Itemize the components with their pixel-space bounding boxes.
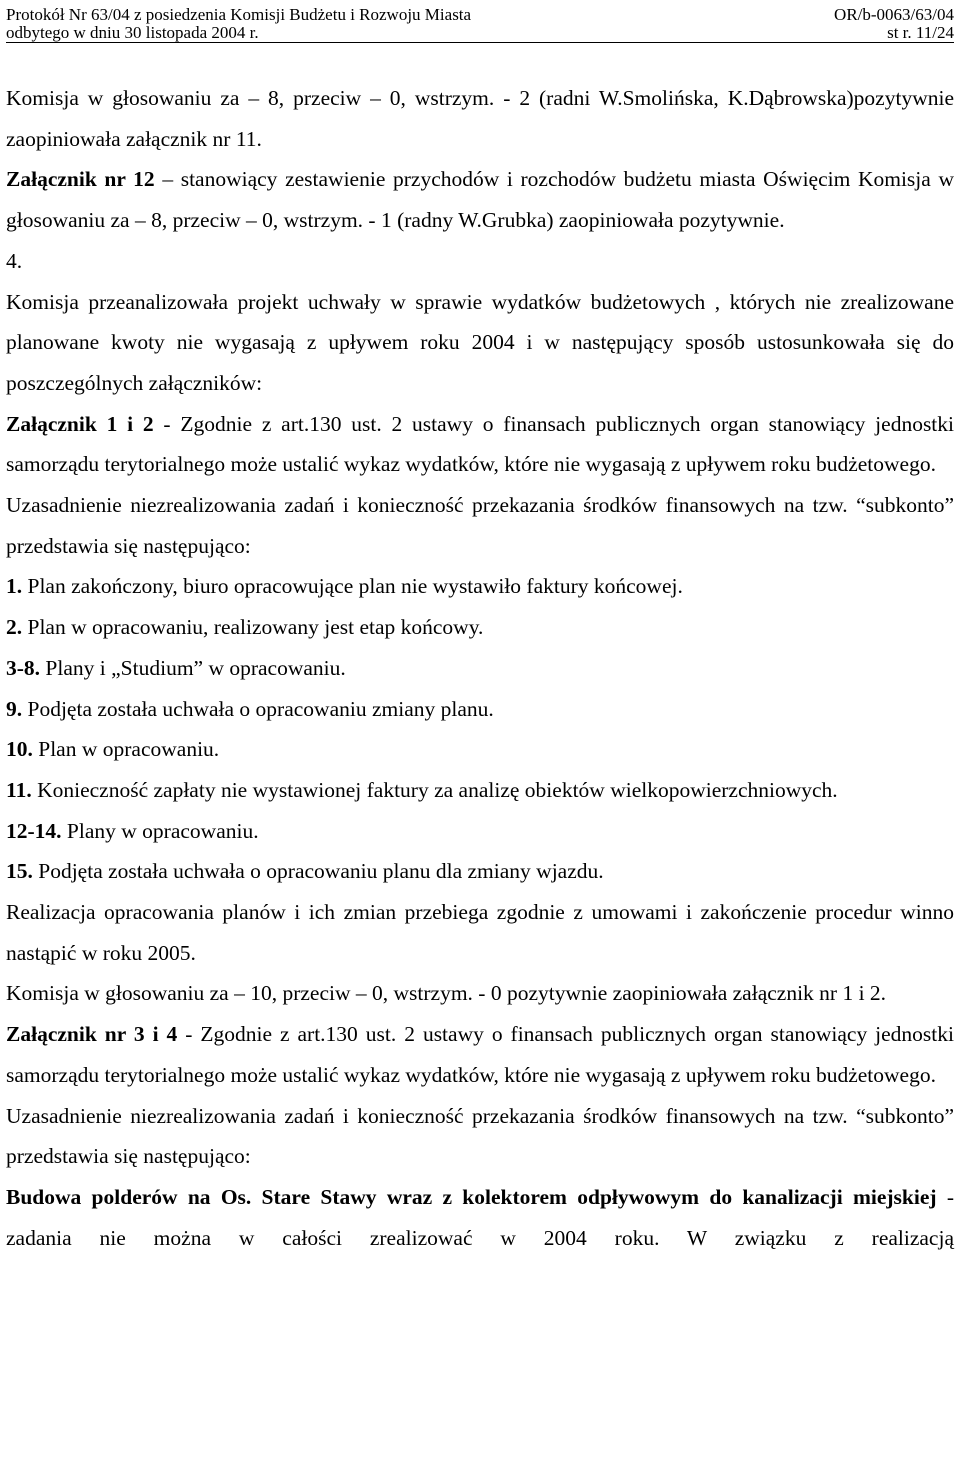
polder-construction-heading: Budowa polderów na Os. Stare Stawy wraz z kolektorem odpływowym do kanalizacji miejskiej [6,1184,937,1209]
section-number: 4. [6,248,23,273]
attachment-1-2-heading: Załącznik 1 i 2 [6,411,154,436]
page-header [6,6,954,43]
list-item-text: Podjęta została uchwała o opracowaniu zmiany planu. [22,696,494,721]
attachment-12-text: – stanowiący zestawienie przychodów i rozchodów budżetu miasta Oświęcim Komisja w głosowaniu za – 8, przeciw – 0, wstrzym. - 1 (radny W.Grubka) zaopiniowała pozytywnie. [6,167,954,233]
list-item-number: 3-8. [6,655,41,680]
polder-construction-text: - zadania nie można w całości zrealizować w 2004 roku. W związku z realizacją [6,1184,954,1250]
paragraph-justification-2: Uzasadnienie niezrealizowania zadań i konieczność przekazania środków finansowych na tzw. “subkonto” przedstawia się następująco: [6,1103,954,1169]
document-reference: OR/b-0063/63/04 [834,5,954,24]
paragraph-realization: Realizacja opracowania planów i ich zmian przebiega zgodnie z umowami i zakończenie procedur winno nastąpić w roku 2005. [6,900,954,965]
list-item [6,566,954,607]
list-item [6,607,954,648]
list-item-number: 11. [6,777,32,802]
paragraph-attachment-3-4 [6,1014,954,1095]
list-item-text: Podjęta została uchwała o opracowaniu planu dla zmiany wjazdu. [32,859,604,884]
page-number: st r. 11/24 [887,23,954,42]
list-item-text: Plan w opracowaniu. [32,737,220,762]
list-item-text: Konieczność zapłaty nie wystawionej faktury za analizę obiektów wielkopowierzchniowych. [31,777,838,802]
header-row-2 [6,24,954,42]
header-row-1 [6,6,954,24]
list-item-number: 9. [6,696,23,721]
list-item [6,770,954,811]
list-item-number: 12-14. [6,818,62,843]
meeting-date: odbytego w dniu 30 listopada 2004 r. [6,23,259,42]
list-item-text: Plan zakończony, biuro opracowujące plan nie wystawiło faktury końcowej. [22,574,683,599]
list-item-number: 10. [6,737,33,762]
paragraph-vote-attachment-1-2: Komisja w głosowaniu za – 10, przeciw – 0, wstrzym. - 0 pozytywnie zaopiniowała załącznik nr 1 i 2. [6,981,887,1006]
paragraph-analysis: Komisja przeanalizowała projekt uchwały w sprawie wydatków budżetowych , których nie zrealizowane planowane kwoty nie wygasają z upływem roku 2004 i w następujący sposób ustosunkowała się do poszczególnych załączników: [6,289,954,395]
list-item-text: Plany i „Studium” w opracowaniu. [40,655,346,680]
attachment-3-4-text: - Zgodnie z art.130 ust. 2 ustawy o finansach publicznych organ stanowiący jednostki samorządu terytorialnego może ustalić wykaz wydatków, które nie wygasają z upływem roku budżetowego. [6,1022,954,1087]
attachment-1-2-text: - Zgodnie z art.130 ust. 2 ustawy o finansach publicznych organ stanowiący jednostki samorządu terytorialnego może ustalić wykaz wydatków, które nie wygasają z upływem roku budżetowego. [6,411,955,477]
paragraph-justification-1: Uzasadnienie niezrealizowania zadań i konieczność przekazania środków finansowych na tzw. “subkonto” przedstawia się następująco: [6,493,954,558]
list-item-number: 2. [6,615,23,640]
list-item [6,689,954,730]
list-item-number: 1. [6,574,23,599]
list-item-text: Plan w opracowaniu, realizowany jest etap końcowy. [22,615,484,640]
list-item-text: Plany w opracowaniu. [61,818,259,843]
document-body [6,78,954,1258]
list-item [6,648,954,689]
paragraph-attachment-1-2 [6,404,954,485]
attachment-12-heading: Załącznik nr 12 [6,167,155,192]
list-item-number: 15. [6,859,33,884]
list-item [6,851,954,892]
paragraph-attachment-12 [6,159,954,240]
protocol-title: Protokół Nr 63/04 z posiedzenia Komisji Budżetu i Rozwoju Miasta [6,5,472,24]
list-item [6,729,954,770]
attachment-3-4-heading: Załącznik nr 3 i 4 [6,1022,178,1047]
paragraph-polder-construction [6,1177,954,1258]
list-item [6,811,954,852]
paragraph-vote-attachment-11: Komisja w głosowaniu za – 8, przeciw – 0, wstrzym. - 2 (radni W.Smolińska, K.Dąbrowska)pozytywnie zaopiniowała załącznik nr 11. [6,86,954,151]
